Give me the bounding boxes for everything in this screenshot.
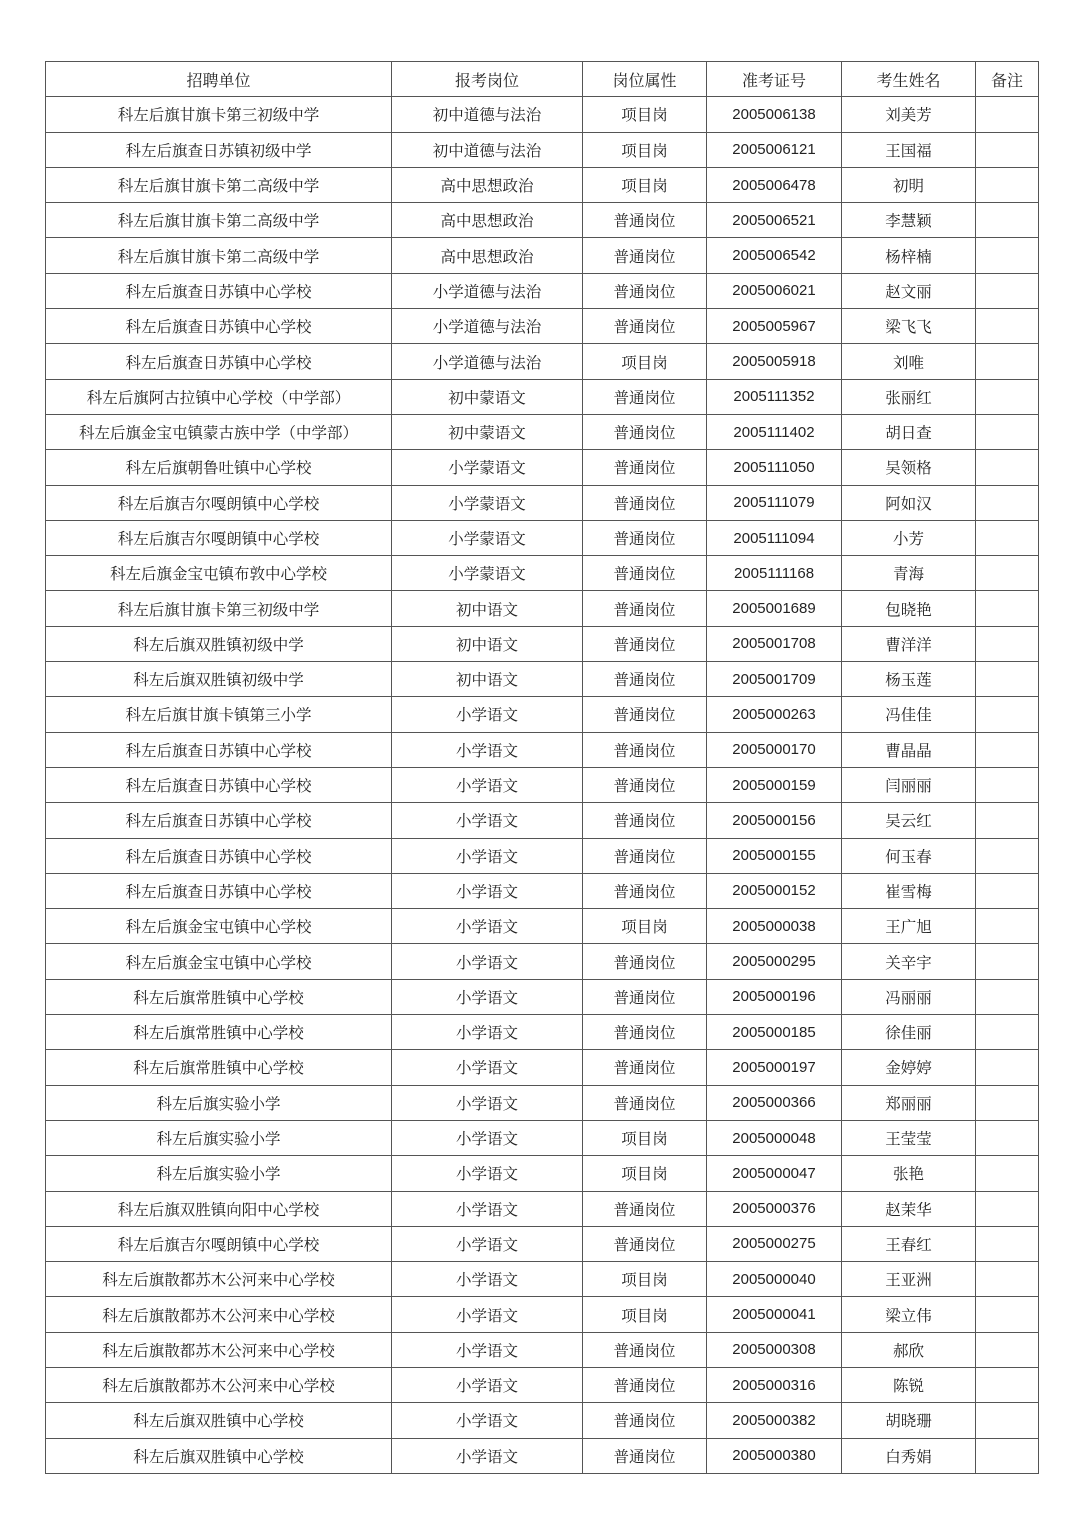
cell-applied-position: 高中思想政治 <box>392 238 583 273</box>
table-row <box>46 273 1039 308</box>
cell-candidate-name: 王亚洲 <box>842 1262 976 1297</box>
cell-remarks <box>976 167 1039 202</box>
cell-position-type: 项目岗 <box>583 167 707 202</box>
cell-applied-position: 小学道德与法治 <box>392 344 583 379</box>
table-row <box>46 309 1039 344</box>
cell-remarks <box>976 1120 1039 1155</box>
cell-applied-position: 小学语文 <box>392 1226 583 1261</box>
cell-applied-position: 小学语文 <box>392 1262 583 1297</box>
cell-candidate-name: 胡晓珊 <box>842 1403 976 1438</box>
cell-candidate-name: 徐佳丽 <box>842 1015 976 1050</box>
table-row <box>46 450 1039 485</box>
cell-recruiting-unit: 科左后旗双胜镇初级中学 <box>46 626 392 661</box>
cell-remarks <box>976 238 1039 273</box>
cell-admission-number: 2005006021 <box>707 273 842 308</box>
cell-applied-position: 小学蒙语文 <box>392 556 583 591</box>
cell-candidate-name: 杨玉莲 <box>842 662 976 697</box>
cell-recruiting-unit: 科左后旗金宝屯镇蒙古族中学（中学部） <box>46 414 392 449</box>
cell-candidate-name: 冯丽丽 <box>842 979 976 1014</box>
cell-remarks <box>976 732 1039 767</box>
cell-candidate-name: 王春红 <box>842 1226 976 1261</box>
cell-candidate-name: 小芳 <box>842 520 976 555</box>
cell-position-type: 普通岗位 <box>583 662 707 697</box>
table-row <box>46 662 1039 697</box>
cell-remarks <box>976 97 1039 132</box>
cell-applied-position: 初中语文 <box>392 662 583 697</box>
table-row <box>46 1367 1039 1402</box>
cell-position-type: 普通岗位 <box>583 1050 707 1085</box>
cell-recruiting-unit: 科左后旗金宝屯镇中心学校 <box>46 909 392 944</box>
cell-remarks <box>976 1262 1039 1297</box>
cell-recruiting-unit: 科左后旗常胜镇中心学校 <box>46 1050 392 1085</box>
cell-recruiting-unit: 科左后旗查日苏镇中心学校 <box>46 873 392 908</box>
cell-candidate-name: 郑丽丽 <box>842 1085 976 1120</box>
cell-candidate-name: 赵茉华 <box>842 1191 976 1226</box>
cell-candidate-name: 王广旭 <box>842 909 976 944</box>
cell-candidate-name: 刘唯 <box>842 344 976 379</box>
cell-admission-number: 2005111168 <box>707 556 842 591</box>
cell-applied-position: 小学语文 <box>392 979 583 1014</box>
cell-applied-position: 小学语文 <box>392 873 583 908</box>
cell-candidate-name: 金婷婷 <box>842 1050 976 1085</box>
cell-position-type: 普通岗位 <box>583 1015 707 1050</box>
cell-recruiting-unit: 科左后旗查日苏镇中心学校 <box>46 767 392 802</box>
cell-remarks <box>976 344 1039 379</box>
cell-remarks <box>976 203 1039 238</box>
cell-admission-number: 2005000380 <box>707 1438 842 1473</box>
table-row <box>46 132 1039 167</box>
cell-remarks <box>976 273 1039 308</box>
cell-recruiting-unit: 科左后旗甘旗卡镇第三小学 <box>46 697 392 732</box>
cell-recruiting-unit: 科左后旗金宝屯镇中心学校 <box>46 944 392 979</box>
cell-recruiting-unit: 科左后旗散都苏木公河来中心学校 <box>46 1262 392 1297</box>
cell-position-type: 项目岗 <box>583 1156 707 1191</box>
cell-candidate-name: 杨梓楠 <box>842 238 976 273</box>
table-row <box>46 1156 1039 1191</box>
cell-position-type: 普通岗位 <box>583 732 707 767</box>
cell-admission-number: 2005006138 <box>707 97 842 132</box>
cell-admission-number: 2005000197 <box>707 1050 842 1085</box>
cell-position-type: 普通岗位 <box>583 1191 707 1226</box>
cell-admission-number: 2005006542 <box>707 238 842 273</box>
cell-remarks <box>976 1015 1039 1050</box>
table-row <box>46 1085 1039 1120</box>
cell-recruiting-unit: 科左后旗甘旗卡第二高级中学 <box>46 238 392 273</box>
cell-applied-position: 小学语文 <box>392 944 583 979</box>
header-remarks: 备注 <box>976 62 1039 97</box>
cell-candidate-name: 曹晶晶 <box>842 732 976 767</box>
table-row <box>46 626 1039 661</box>
cell-applied-position: 小学语文 <box>392 1015 583 1050</box>
cell-recruiting-unit: 科左后旗实验小学 <box>46 1085 392 1120</box>
cell-applied-position: 小学语文 <box>392 1297 583 1332</box>
cell-applied-position: 小学道德与法治 <box>392 309 583 344</box>
cell-recruiting-unit: 科左后旗吉尔嘎朗镇中心学校 <box>46 1226 392 1261</box>
cell-candidate-name: 曹洋洋 <box>842 626 976 661</box>
table-row <box>46 97 1039 132</box>
table-row <box>46 556 1039 591</box>
table-header-row <box>46 62 1039 97</box>
header-position-type: 岗位属性 <box>583 62 707 97</box>
cell-remarks <box>976 626 1039 661</box>
cell-applied-position: 小学语文 <box>392 767 583 802</box>
cell-remarks <box>976 1438 1039 1473</box>
cell-admission-number: 2005000376 <box>707 1191 842 1226</box>
table-row <box>46 873 1039 908</box>
cell-admission-number: 2005006521 <box>707 203 842 238</box>
cell-remarks <box>976 1332 1039 1367</box>
cell-position-type: 普通岗位 <box>583 838 707 873</box>
cell-position-type: 普通岗位 <box>583 1226 707 1261</box>
table-row <box>46 979 1039 1014</box>
cell-recruiting-unit: 科左后旗双胜镇初级中学 <box>46 662 392 697</box>
cell-candidate-name: 吴领格 <box>842 450 976 485</box>
cell-admission-number: 2005000048 <box>707 1120 842 1155</box>
cell-candidate-name: 梁飞飞 <box>842 309 976 344</box>
cell-recruiting-unit: 科左后旗查日苏镇中心学校 <box>46 838 392 873</box>
cell-remarks <box>976 556 1039 591</box>
cell-position-type: 普通岗位 <box>583 379 707 414</box>
cell-admission-number: 2005001708 <box>707 626 842 661</box>
header-recruiting-unit: 招聘单位 <box>46 62 392 97</box>
cell-remarks <box>976 1297 1039 1332</box>
cell-candidate-name: 陈锐 <box>842 1367 976 1402</box>
cell-position-type: 普通岗位 <box>583 1438 707 1473</box>
cell-candidate-name: 赵文丽 <box>842 273 976 308</box>
table-row <box>46 1015 1039 1050</box>
table-row <box>46 379 1039 414</box>
cell-admission-number: 2005111352 <box>707 379 842 414</box>
cell-candidate-name: 冯佳佳 <box>842 697 976 732</box>
cell-remarks <box>976 520 1039 555</box>
table-row <box>46 1332 1039 1367</box>
table-row <box>46 909 1039 944</box>
cell-remarks <box>976 591 1039 626</box>
candidate-table <box>45 61 1039 1474</box>
table-row <box>46 767 1039 802</box>
cell-recruiting-unit: 科左后旗金宝屯镇布敦中心学校 <box>46 556 392 591</box>
cell-recruiting-unit: 科左后旗散都苏木公河来中心学校 <box>46 1332 392 1367</box>
cell-position-type: 普通岗位 <box>583 309 707 344</box>
table-row <box>46 203 1039 238</box>
cell-admission-number: 2005001709 <box>707 662 842 697</box>
cell-position-type: 普通岗位 <box>583 203 707 238</box>
cell-recruiting-unit: 科左后旗实验小学 <box>46 1156 392 1191</box>
cell-admission-number: 2005111079 <box>707 485 842 520</box>
cell-position-type: 项目岗 <box>583 344 707 379</box>
cell-position-type: 普通岗位 <box>583 414 707 449</box>
cell-position-type: 普通岗位 <box>583 450 707 485</box>
cell-candidate-name: 王国福 <box>842 132 976 167</box>
cell-position-type: 项目岗 <box>583 1262 707 1297</box>
cell-applied-position: 小学语文 <box>392 909 583 944</box>
header-applied-position: 报考岗位 <box>392 62 583 97</box>
cell-applied-position: 小学语文 <box>392 1050 583 1085</box>
cell-applied-position: 初中蒙语文 <box>392 414 583 449</box>
cell-position-type: 普通岗位 <box>583 1367 707 1402</box>
cell-position-type: 普通岗位 <box>583 1085 707 1120</box>
cell-admission-number: 2005000275 <box>707 1226 842 1261</box>
table-row <box>46 591 1039 626</box>
table-row <box>46 803 1039 838</box>
cell-admission-number: 2005000382 <box>707 1403 842 1438</box>
cell-recruiting-unit: 科左后旗查日苏镇中心学校 <box>46 803 392 838</box>
cell-applied-position: 初中道德与法治 <box>392 132 583 167</box>
cell-admission-number: 2005006478 <box>707 167 842 202</box>
cell-admission-number: 2005005918 <box>707 344 842 379</box>
cell-admission-number: 2005000185 <box>707 1015 842 1050</box>
cell-remarks <box>976 909 1039 944</box>
cell-recruiting-unit: 科左后旗双胜镇向阳中心学校 <box>46 1191 392 1226</box>
table-row <box>46 167 1039 202</box>
cell-admission-number: 2005000156 <box>707 803 842 838</box>
cell-admission-number: 2005000038 <box>707 909 842 944</box>
cell-remarks <box>976 1403 1039 1438</box>
cell-position-type: 项目岗 <box>583 909 707 944</box>
cell-recruiting-unit: 科左后旗甘旗卡第三初级中学 <box>46 97 392 132</box>
cell-recruiting-unit: 科左后旗散都苏木公河来中心学校 <box>46 1367 392 1402</box>
cell-candidate-name: 刘美芳 <box>842 97 976 132</box>
cell-candidate-name: 青海 <box>842 556 976 591</box>
table-row <box>46 838 1039 873</box>
cell-recruiting-unit: 科左后旗查日苏镇中心学校 <box>46 309 392 344</box>
cell-admission-number: 2005000308 <box>707 1332 842 1367</box>
cell-remarks <box>976 697 1039 732</box>
cell-position-type: 项目岗 <box>583 132 707 167</box>
cell-recruiting-unit: 科左后旗吉尔嘎朗镇中心学校 <box>46 485 392 520</box>
cell-applied-position: 初中语文 <box>392 591 583 626</box>
table-row <box>46 1438 1039 1473</box>
table-row <box>46 1297 1039 1332</box>
cell-recruiting-unit: 科左后旗查日苏镇中心学校 <box>46 273 392 308</box>
cell-applied-position: 小学语文 <box>392 1332 583 1367</box>
cell-remarks <box>976 767 1039 802</box>
header-admission-number: 准考证号 <box>707 62 842 97</box>
cell-recruiting-unit: 科左后旗查日苏镇中心学校 <box>46 732 392 767</box>
cell-remarks <box>976 803 1039 838</box>
cell-applied-position: 初中道德与法治 <box>392 97 583 132</box>
cell-applied-position: 小学道德与法治 <box>392 273 583 308</box>
cell-recruiting-unit: 科左后旗常胜镇中心学校 <box>46 979 392 1014</box>
cell-recruiting-unit: 科左后旗甘旗卡第二高级中学 <box>46 167 392 202</box>
cell-applied-position: 小学蒙语文 <box>392 485 583 520</box>
cell-admission-number: 2005000316 <box>707 1367 842 1402</box>
cell-remarks <box>976 944 1039 979</box>
cell-applied-position: 小学语文 <box>392 1191 583 1226</box>
table-body <box>46 97 1039 1474</box>
cell-position-type: 普通岗位 <box>583 591 707 626</box>
cell-recruiting-unit: 科左后旗朝鲁吐镇中心学校 <box>46 450 392 485</box>
cell-remarks <box>976 1191 1039 1226</box>
cell-position-type: 普通岗位 <box>583 273 707 308</box>
cell-admission-number: 2005000170 <box>707 732 842 767</box>
cell-applied-position: 小学语文 <box>392 1120 583 1155</box>
cell-position-type: 普通岗位 <box>583 697 707 732</box>
cell-position-type: 普通岗位 <box>583 626 707 661</box>
cell-admission-number: 2005000263 <box>707 697 842 732</box>
cell-position-type: 普通岗位 <box>583 1403 707 1438</box>
cell-position-type: 普通岗位 <box>583 944 707 979</box>
cell-candidate-name: 白秀娟 <box>842 1438 976 1473</box>
cell-position-type: 普通岗位 <box>583 556 707 591</box>
cell-candidate-name: 张丽红 <box>842 379 976 414</box>
cell-recruiting-unit: 科左后旗常胜镇中心学校 <box>46 1015 392 1050</box>
cell-recruiting-unit: 科左后旗甘旗卡第三初级中学 <box>46 591 392 626</box>
cell-applied-position: 高中思想政治 <box>392 203 583 238</box>
cell-recruiting-unit: 科左后旗查日苏镇初级中学 <box>46 132 392 167</box>
cell-remarks <box>976 485 1039 520</box>
cell-admission-number: 2005000196 <box>707 979 842 1014</box>
cell-position-type: 普通岗位 <box>583 238 707 273</box>
cell-remarks <box>976 1050 1039 1085</box>
table-row <box>46 414 1039 449</box>
cell-admission-number: 2005005967 <box>707 309 842 344</box>
cell-applied-position: 初中语文 <box>392 626 583 661</box>
cell-admission-number: 2005111402 <box>707 414 842 449</box>
cell-applied-position: 小学语文 <box>392 803 583 838</box>
header-candidate-name: 考生姓名 <box>842 62 976 97</box>
cell-admission-number: 2005000040 <box>707 1262 842 1297</box>
cell-position-type: 普通岗位 <box>583 803 707 838</box>
cell-applied-position: 小学蒙语文 <box>392 450 583 485</box>
cell-candidate-name: 崔雪梅 <box>842 873 976 908</box>
cell-candidate-name: 郝欣 <box>842 1332 976 1367</box>
cell-applied-position: 初中蒙语文 <box>392 379 583 414</box>
cell-candidate-name: 初明 <box>842 167 976 202</box>
cell-admission-number: 2005001689 <box>707 591 842 626</box>
cell-recruiting-unit: 科左后旗吉尔嘎朗镇中心学校 <box>46 520 392 555</box>
table-row <box>46 732 1039 767</box>
table-row <box>46 238 1039 273</box>
cell-candidate-name: 关辛宇 <box>842 944 976 979</box>
cell-applied-position: 小学语文 <box>392 1403 583 1438</box>
cell-recruiting-unit: 科左后旗阿古拉镇中心学校（中学部） <box>46 379 392 414</box>
cell-admission-number: 2005000047 <box>707 1156 842 1191</box>
cell-remarks <box>976 979 1039 1014</box>
cell-admission-number: 2005111094 <box>707 520 842 555</box>
cell-admission-number: 2005000159 <box>707 767 842 802</box>
cell-position-type: 普通岗位 <box>583 520 707 555</box>
cell-recruiting-unit: 科左后旗双胜镇中心学校 <box>46 1403 392 1438</box>
cell-remarks <box>976 1367 1039 1402</box>
cell-candidate-name: 李慧颖 <box>842 203 976 238</box>
cell-applied-position: 小学蒙语文 <box>392 520 583 555</box>
table-row <box>46 1191 1039 1226</box>
table-row <box>46 1262 1039 1297</box>
cell-admission-number: 2005000295 <box>707 944 842 979</box>
cell-candidate-name: 梁立伟 <box>842 1297 976 1332</box>
cell-remarks <box>976 379 1039 414</box>
cell-candidate-name: 吴云红 <box>842 803 976 838</box>
table-row <box>46 1120 1039 1155</box>
cell-applied-position: 小学语文 <box>392 732 583 767</box>
cell-remarks <box>976 132 1039 167</box>
cell-remarks <box>976 414 1039 449</box>
cell-recruiting-unit: 科左后旗查日苏镇中心学校 <box>46 344 392 379</box>
table-row <box>46 485 1039 520</box>
cell-position-type: 普通岗位 <box>583 979 707 1014</box>
cell-applied-position: 小学语文 <box>392 838 583 873</box>
cell-remarks <box>976 1156 1039 1191</box>
cell-candidate-name: 阿如汉 <box>842 485 976 520</box>
cell-candidate-name: 张艳 <box>842 1156 976 1191</box>
table-row <box>46 697 1039 732</box>
table-row <box>46 1403 1039 1438</box>
cell-position-type: 普通岗位 <box>583 1332 707 1367</box>
cell-candidate-name: 王莹莹 <box>842 1120 976 1155</box>
cell-admission-number: 2005000041 <box>707 1297 842 1332</box>
cell-candidate-name: 何玉春 <box>842 838 976 873</box>
table-row <box>46 944 1039 979</box>
cell-candidate-name: 闫丽丽 <box>842 767 976 802</box>
cell-remarks <box>976 1226 1039 1261</box>
table-row <box>46 344 1039 379</box>
cell-applied-position: 小学语文 <box>392 697 583 732</box>
cell-position-type: 项目岗 <box>583 97 707 132</box>
cell-admission-number: 2005000366 <box>707 1085 842 1120</box>
table-row <box>46 1050 1039 1085</box>
cell-remarks <box>976 1085 1039 1120</box>
cell-applied-position: 小学语文 <box>392 1367 583 1402</box>
cell-admission-number: 2005000155 <box>707 838 842 873</box>
cell-admission-number: 2005006121 <box>707 132 842 167</box>
cell-remarks <box>976 838 1039 873</box>
cell-applied-position: 高中思想政治 <box>392 167 583 202</box>
cell-candidate-name: 胡日查 <box>842 414 976 449</box>
cell-candidate-name: 包晓艳 <box>842 591 976 626</box>
cell-admission-number: 2005000152 <box>707 873 842 908</box>
cell-remarks <box>976 873 1039 908</box>
cell-admission-number: 2005111050 <box>707 450 842 485</box>
table-row <box>46 520 1039 555</box>
cell-remarks <box>976 450 1039 485</box>
cell-position-type: 普通岗位 <box>583 873 707 908</box>
cell-applied-position: 小学语文 <box>392 1085 583 1120</box>
cell-remarks <box>976 662 1039 697</box>
cell-applied-position: 小学语文 <box>392 1156 583 1191</box>
cell-recruiting-unit: 科左后旗散都苏木公河来中心学校 <box>46 1297 392 1332</box>
cell-recruiting-unit: 科左后旗甘旗卡第二高级中学 <box>46 203 392 238</box>
cell-recruiting-unit: 科左后旗实验小学 <box>46 1120 392 1155</box>
cell-position-type: 普通岗位 <box>583 767 707 802</box>
cell-position-type: 普通岗位 <box>583 485 707 520</box>
cell-position-type: 项目岗 <box>583 1120 707 1155</box>
cell-recruiting-unit: 科左后旗双胜镇中心学校 <box>46 1438 392 1473</box>
table-row <box>46 1226 1039 1261</box>
cell-remarks <box>976 309 1039 344</box>
cell-position-type: 项目岗 <box>583 1297 707 1332</box>
cell-applied-position: 小学语文 <box>392 1438 583 1473</box>
